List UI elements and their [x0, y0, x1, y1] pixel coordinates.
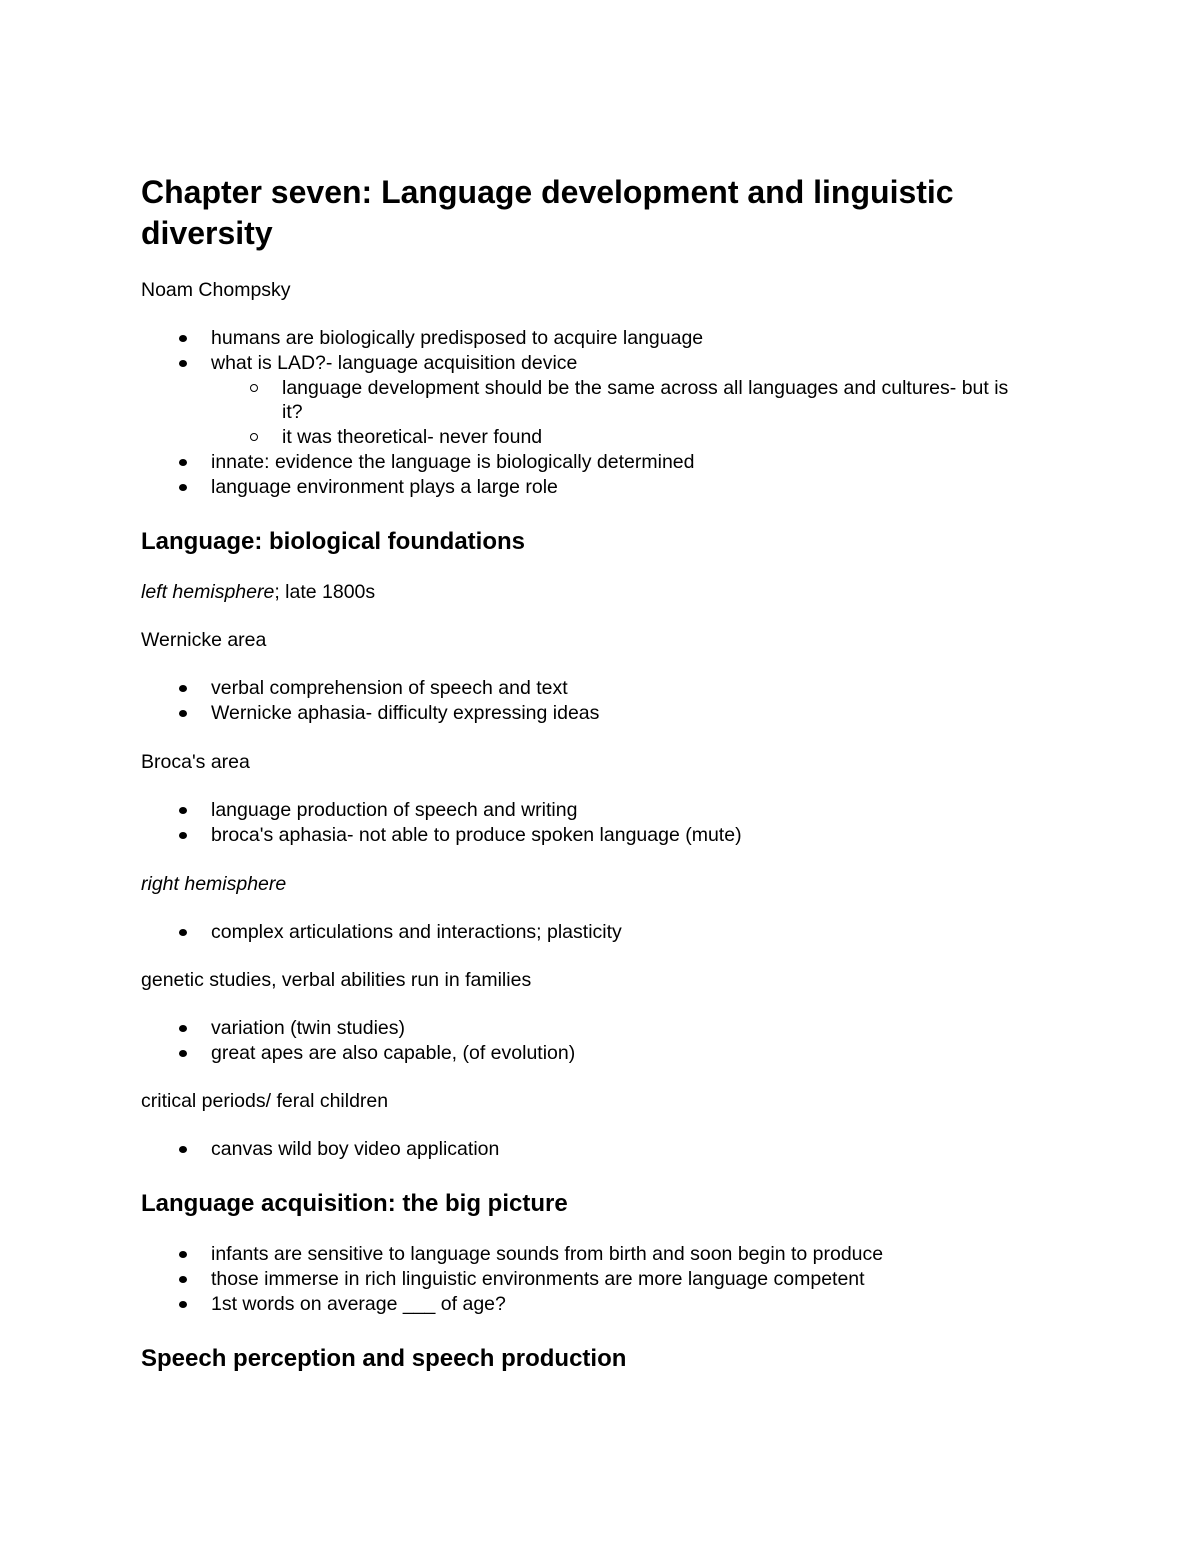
- list-item: language production of speech and writing: [141, 798, 1041, 823]
- sub-list-item: language development should be the same across all languages and cultures- but is it?: [141, 376, 1032, 426]
- wernicke-label: Wernicke area: [141, 629, 267, 651]
- genetic-list: [141, 1016, 1041, 1066]
- list-item: language environment plays a large role: [141, 475, 1041, 500]
- right-hemisphere-label: right hemisphere: [141, 873, 287, 895]
- bullet-icon: [179, 1146, 187, 1153]
- list-item: complex articulations and interactions; plasticity: [141, 920, 1041, 945]
- intro-list: [141, 326, 1041, 500]
- hollow-bullet-icon: [250, 384, 258, 392]
- list-item: innate: evidence the language is biologically determined: [141, 450, 1041, 475]
- bullet-icon: [179, 1025, 187, 1032]
- left-hemisphere-line: left hemisphere; late 1800s: [141, 581, 376, 603]
- sub-list-item: it was theoretical- never found: [141, 425, 1032, 450]
- section-heading-biological: Language: biological foundations: [141, 528, 525, 555]
- bullet-icon: [179, 1276, 187, 1283]
- bullet-icon: [179, 484, 187, 491]
- bullet-icon: [179, 360, 187, 367]
- list-item: great apes are also capable, (of evolution): [141, 1041, 1041, 1066]
- critical-label: critical periods/ feral children: [141, 1090, 389, 1112]
- bullet-icon: [179, 685, 187, 692]
- list-item: canvas wild boy video application: [141, 1137, 1041, 1162]
- bullet-icon: [179, 710, 187, 717]
- right-hemisphere-list: [141, 920, 1041, 945]
- list-item: what is LAD?- language acquisition device: [141, 351, 1041, 376]
- list-item: infants are sensitive to language sounds from birth and soon begin to produce: [141, 1242, 1041, 1267]
- list-item: Wernicke aphasia- difficulty expressing ideas: [141, 701, 1041, 726]
- wernicke-list: [141, 676, 1041, 726]
- bullet-icon: [179, 459, 187, 466]
- bullet-icon: [179, 1301, 187, 1308]
- section-heading-speech: Speech perception and speech production: [141, 1345, 627, 1372]
- bullet-icon: [179, 1251, 187, 1258]
- broca-list: [141, 798, 1041, 848]
- section-heading-acquisition: Language acquisition: the big picture: [141, 1190, 568, 1217]
- genetic-label: genetic studies, verbal abilities run in families: [141, 969, 532, 991]
- bullet-icon: [179, 807, 187, 814]
- bullet-icon: [179, 929, 187, 936]
- list-item: humans are biologically predisposed to acquire language: [141, 326, 1041, 351]
- list-item: variation (twin studies): [141, 1016, 1041, 1041]
- list-item: 1st words on average ___ of age?: [141, 1292, 1041, 1317]
- broca-label: Broca's area: [141, 751, 250, 773]
- document-title: Chapter seven: Language development and linguistic diversity: [141, 174, 954, 251]
- bullet-icon: [179, 1050, 187, 1057]
- hollow-bullet-icon: [250, 433, 258, 441]
- list-item: those immerse in rich linguistic environments are more language competent: [141, 1267, 1041, 1292]
- intro-label: Noam Chompsky: [141, 279, 291, 301]
- bullet-icon: [179, 335, 187, 342]
- list-item: broca's aphasia- not able to produce spoken language (mute): [141, 823, 1041, 848]
- bullet-icon: [179, 832, 187, 839]
- list-item: verbal comprehension of speech and text: [141, 676, 1041, 701]
- critical-list: [141, 1137, 1041, 1162]
- acquisition-list: [141, 1242, 1041, 1316]
